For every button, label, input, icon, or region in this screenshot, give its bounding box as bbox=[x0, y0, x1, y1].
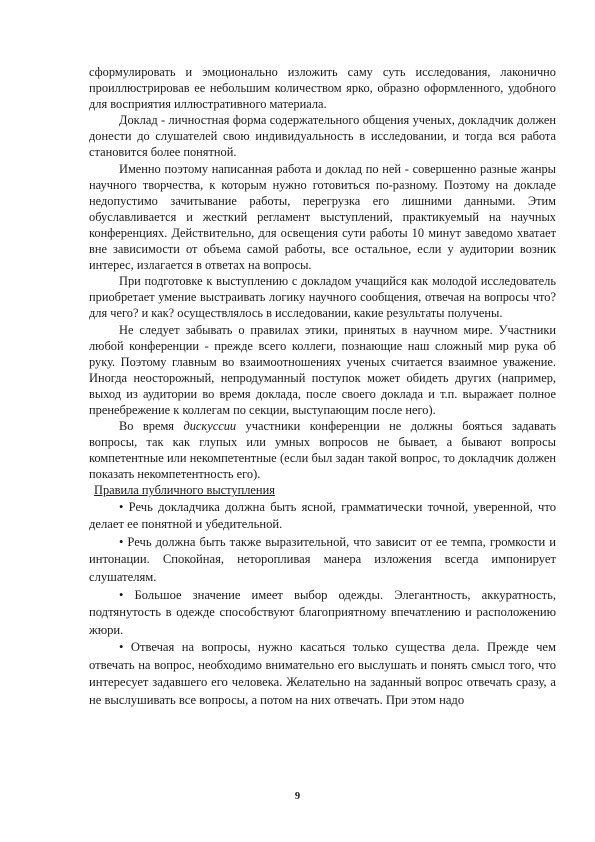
paragraph-report-form: Доклад - личностная форма содержательного общения ученых, докладчик должен донести до слушателей свою индивидуальность в исследовании, и тогда вся работа становится более понятной. bbox=[89, 113, 556, 160]
rules-heading: Правила публичного выступления bbox=[94, 483, 275, 498]
paragraph-ethics: Не следует забывать о правилах этики, принятых в научном мире. Участники любой конференции - прежде всего коллеги, познающие наш сложный мир рука об руку. Поэтому главным во взаимоотношениях ученых считается взаимное уважение. Иногда неосторожный, непродуманный поступок может обидеть других (например, выход из аудитории во время доклада, после своего доклада и т.п. выражает полное пренебрежение к коллегам по секции, выступающим после него). bbox=[89, 322, 556, 417]
paragraph-continuation: сформулировать и эмоционально изложить саму суть исследования, лаконично проиллюстрировав ее небольшим количеством ярко, образно оформленного, удобного для восприятия иллюстративного материала. bbox=[89, 65, 556, 112]
paragraph-discussion bbox=[89, 418, 556, 482]
discussion-text-start: Во время bbox=[119, 419, 184, 434]
paragraph-preparation: При подготовке к выступлению с докладом учащийся как молодой исследователь приобретает умение выстраивать логику научного сообщения, отвечая на вопросы что? для чего? и как? осуществлялось в исследовании, какие результаты получены. bbox=[89, 274, 556, 321]
rule-item-clear-speech: • Речь докладчика должна быть ясной, грамматически точной, уверенной, что делает ее понятной и убедительной. bbox=[89, 499, 556, 532]
discussion-emphasis: дискуссии bbox=[183, 419, 237, 434]
paragraph-genres: Именно поэтому написанная работа и доклад по ней - совершенно разные жанры научного творчества, к которым нужно готовиться по-разному. Поэтому на докладе недопустимо зачитывание работы, перегрузка его лишними данными. Этим обуславливается и жесткий регламент выступлений, практикуемый на научных конференциях. Действительно, для освещения сути работы 10 минут заведомо хватает вне зависимости от объема самой работы, все остальное, если у аудитории возник интерес, излагается в ответах на вопросы. bbox=[89, 161, 556, 273]
page-number: 9 bbox=[294, 791, 301, 802]
public-speaking-rules bbox=[89, 482, 556, 709]
rule-item-answering-questions: • Отвечая на вопросы, нужно касаться только существа дела. Прежде чем отвечать на вопрос, необходимо внимательно его выслушать и понять смысл того, что интересует задавшего его человека. Желательно на заданный вопрос отвечать сразу, а не выслушивать все вопросы, а потом на них отвечать. При этом надо bbox=[89, 640, 556, 708]
rule-item-expressive-speech: • Речь должна быть также выразительной, что зависит от ее темпа, громкости и интонации. Спокойная, неторопливая манера изложения всегда импонирует слушателям. bbox=[89, 534, 556, 584]
document-page bbox=[89, 64, 556, 710]
discussion-text-end: участники конференции не должны бояться задавать вопросы, так как глупых или умных вопросов не бывает, а бывают вопросы компетентные или некомпетентные (если был задан такой вопрос, то докладчик должен показать некомпетентность его). bbox=[89, 419, 556, 482]
rule-item-clothing: • Большое значение имеет выбор одежды. Элегантность, аккуратность, подтянутость в одежде способствуют благоприятному впечатлению и расположению жюри. bbox=[89, 587, 556, 637]
